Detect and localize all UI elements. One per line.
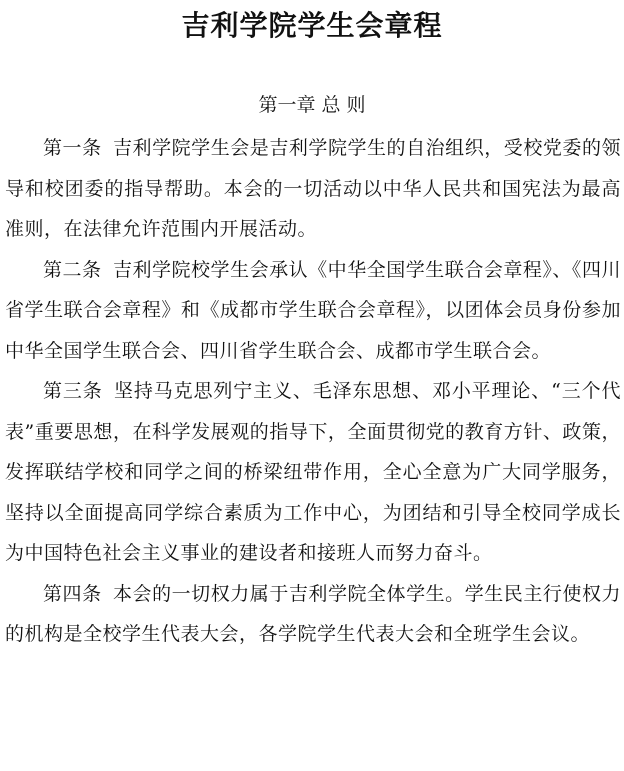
article-text: 本会的一切权力属于吉利学院全体学生。学生民主行使权力的机构是全校学生代表大会，各学院学生代表大会和全班学生会议。 (5, 582, 621, 645)
article-3 (5, 371, 621, 574)
article-1 (5, 128, 621, 250)
article-text: 吉利学院校学生会承认《中华全国学生联合会章程》、《四川省学生联合会章程》和《成都市学生联合会章程》，以团体会员身份参加中华全国学生联合会、四川省学生联合会、成都市学生联合会。 (5, 258, 621, 362)
document-body (5, 128, 621, 655)
article-text: 坚持马克思列宁主义、毛泽东思想、邓小平理论、“三个代表”重要思想，在科学发展观的指导下，全面贯彻党的教育方针、政策，发挥联结学校和同学之间的桥梁纽带作用，全心全意为广大同学服务，坚持以全面提高同学综合素质为工作中心，为团结和引导全校同学成长为中国特色社会主义事业的建设者和接班人而努力奋斗。 (5, 380, 621, 564)
article-text: 吉利学院学生会是吉利学院学生的自治组织，受校党委的领导和校团委的指导帮助。本会的一切活动以中华人民共和国宪法为最高准则，在法律允许范围内开展活动。 (5, 137, 621, 240)
article-number: 第二条 (43, 258, 102, 281)
article-4 (5, 574, 621, 655)
chapter-heading: 第一章 总 则 (258, 94, 366, 116)
document-title: 吉利学院学生会章程 (181, 9, 443, 42)
article-number: 第一条 (43, 137, 102, 159)
article-number: 第三条 (43, 380, 103, 402)
article-2 (5, 250, 621, 372)
article-number: 第四条 (43, 582, 102, 605)
